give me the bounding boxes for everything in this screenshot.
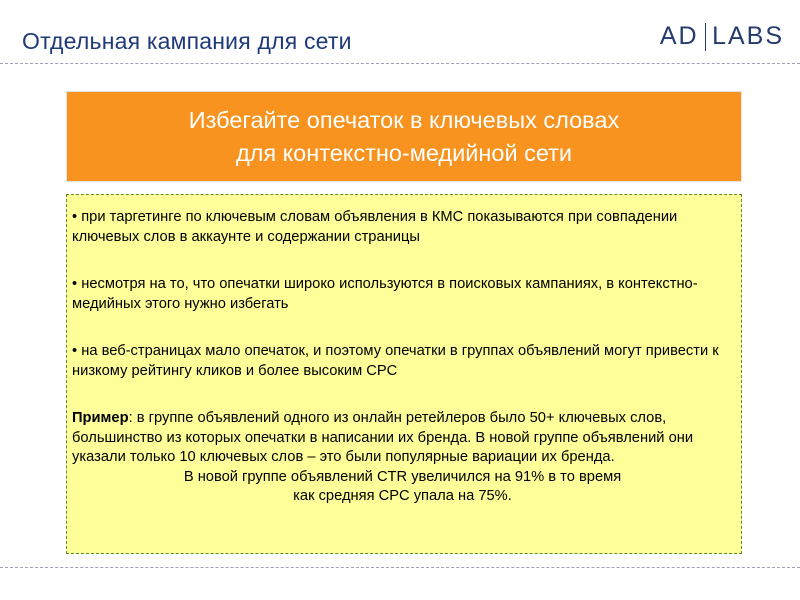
slide-title: Отдельная кампания для сети — [22, 28, 352, 54]
result-line-1: В новой группе объявлений CTR увеличился на 91% в то время — [183, 468, 622, 485]
example-label: Пример — [72, 410, 129, 426]
bottom-divider — [0, 567, 800, 568]
bullet-item: • несмотря на то, что опечатки широко используются в поисковых кампаниях, в контекстно-медийных этого нужно избегать — [72, 276, 698, 312]
logo-text-ad: AD — [659, 22, 699, 50]
top-divider — [0, 63, 800, 64]
logo-text-labs: LABS — [712, 22, 784, 50]
heading-banner — [66, 91, 742, 182]
example-paragraph — [72, 409, 733, 468]
banner-line-2: для контекстно-медийной сети — [235, 139, 573, 166]
bullet-item: • при таргетинге по ключевым словам объявления в КМС показываются при совпадении ключевых слов в аккаунте и содержании страницы — [72, 209, 678, 245]
content-box — [66, 194, 742, 554]
logo-divider — [705, 23, 707, 51]
bullet-item: • на веб-страницах мало опечаток, и поэтому опечатки в группах объявлений могут привести к низкому рейтингу кликов и более высоким CPC — [72, 343, 719, 379]
result-line-2: как средняя CPC упала на 75%. — [293, 488, 512, 504]
adlabs-logo — [660, 22, 784, 51]
banner-line-1: Избегайте опечаток в ключевых словах — [188, 106, 620, 133]
example-text: : в группе объявлений одного из онлайн ретейлеров было 50+ ключевых слов, большинство из которых опечатки в написании их бренда. В новой группе объявлений они указали только 10 ключевых слов – это были популярные вариации их бренда. — [72, 410, 694, 465]
